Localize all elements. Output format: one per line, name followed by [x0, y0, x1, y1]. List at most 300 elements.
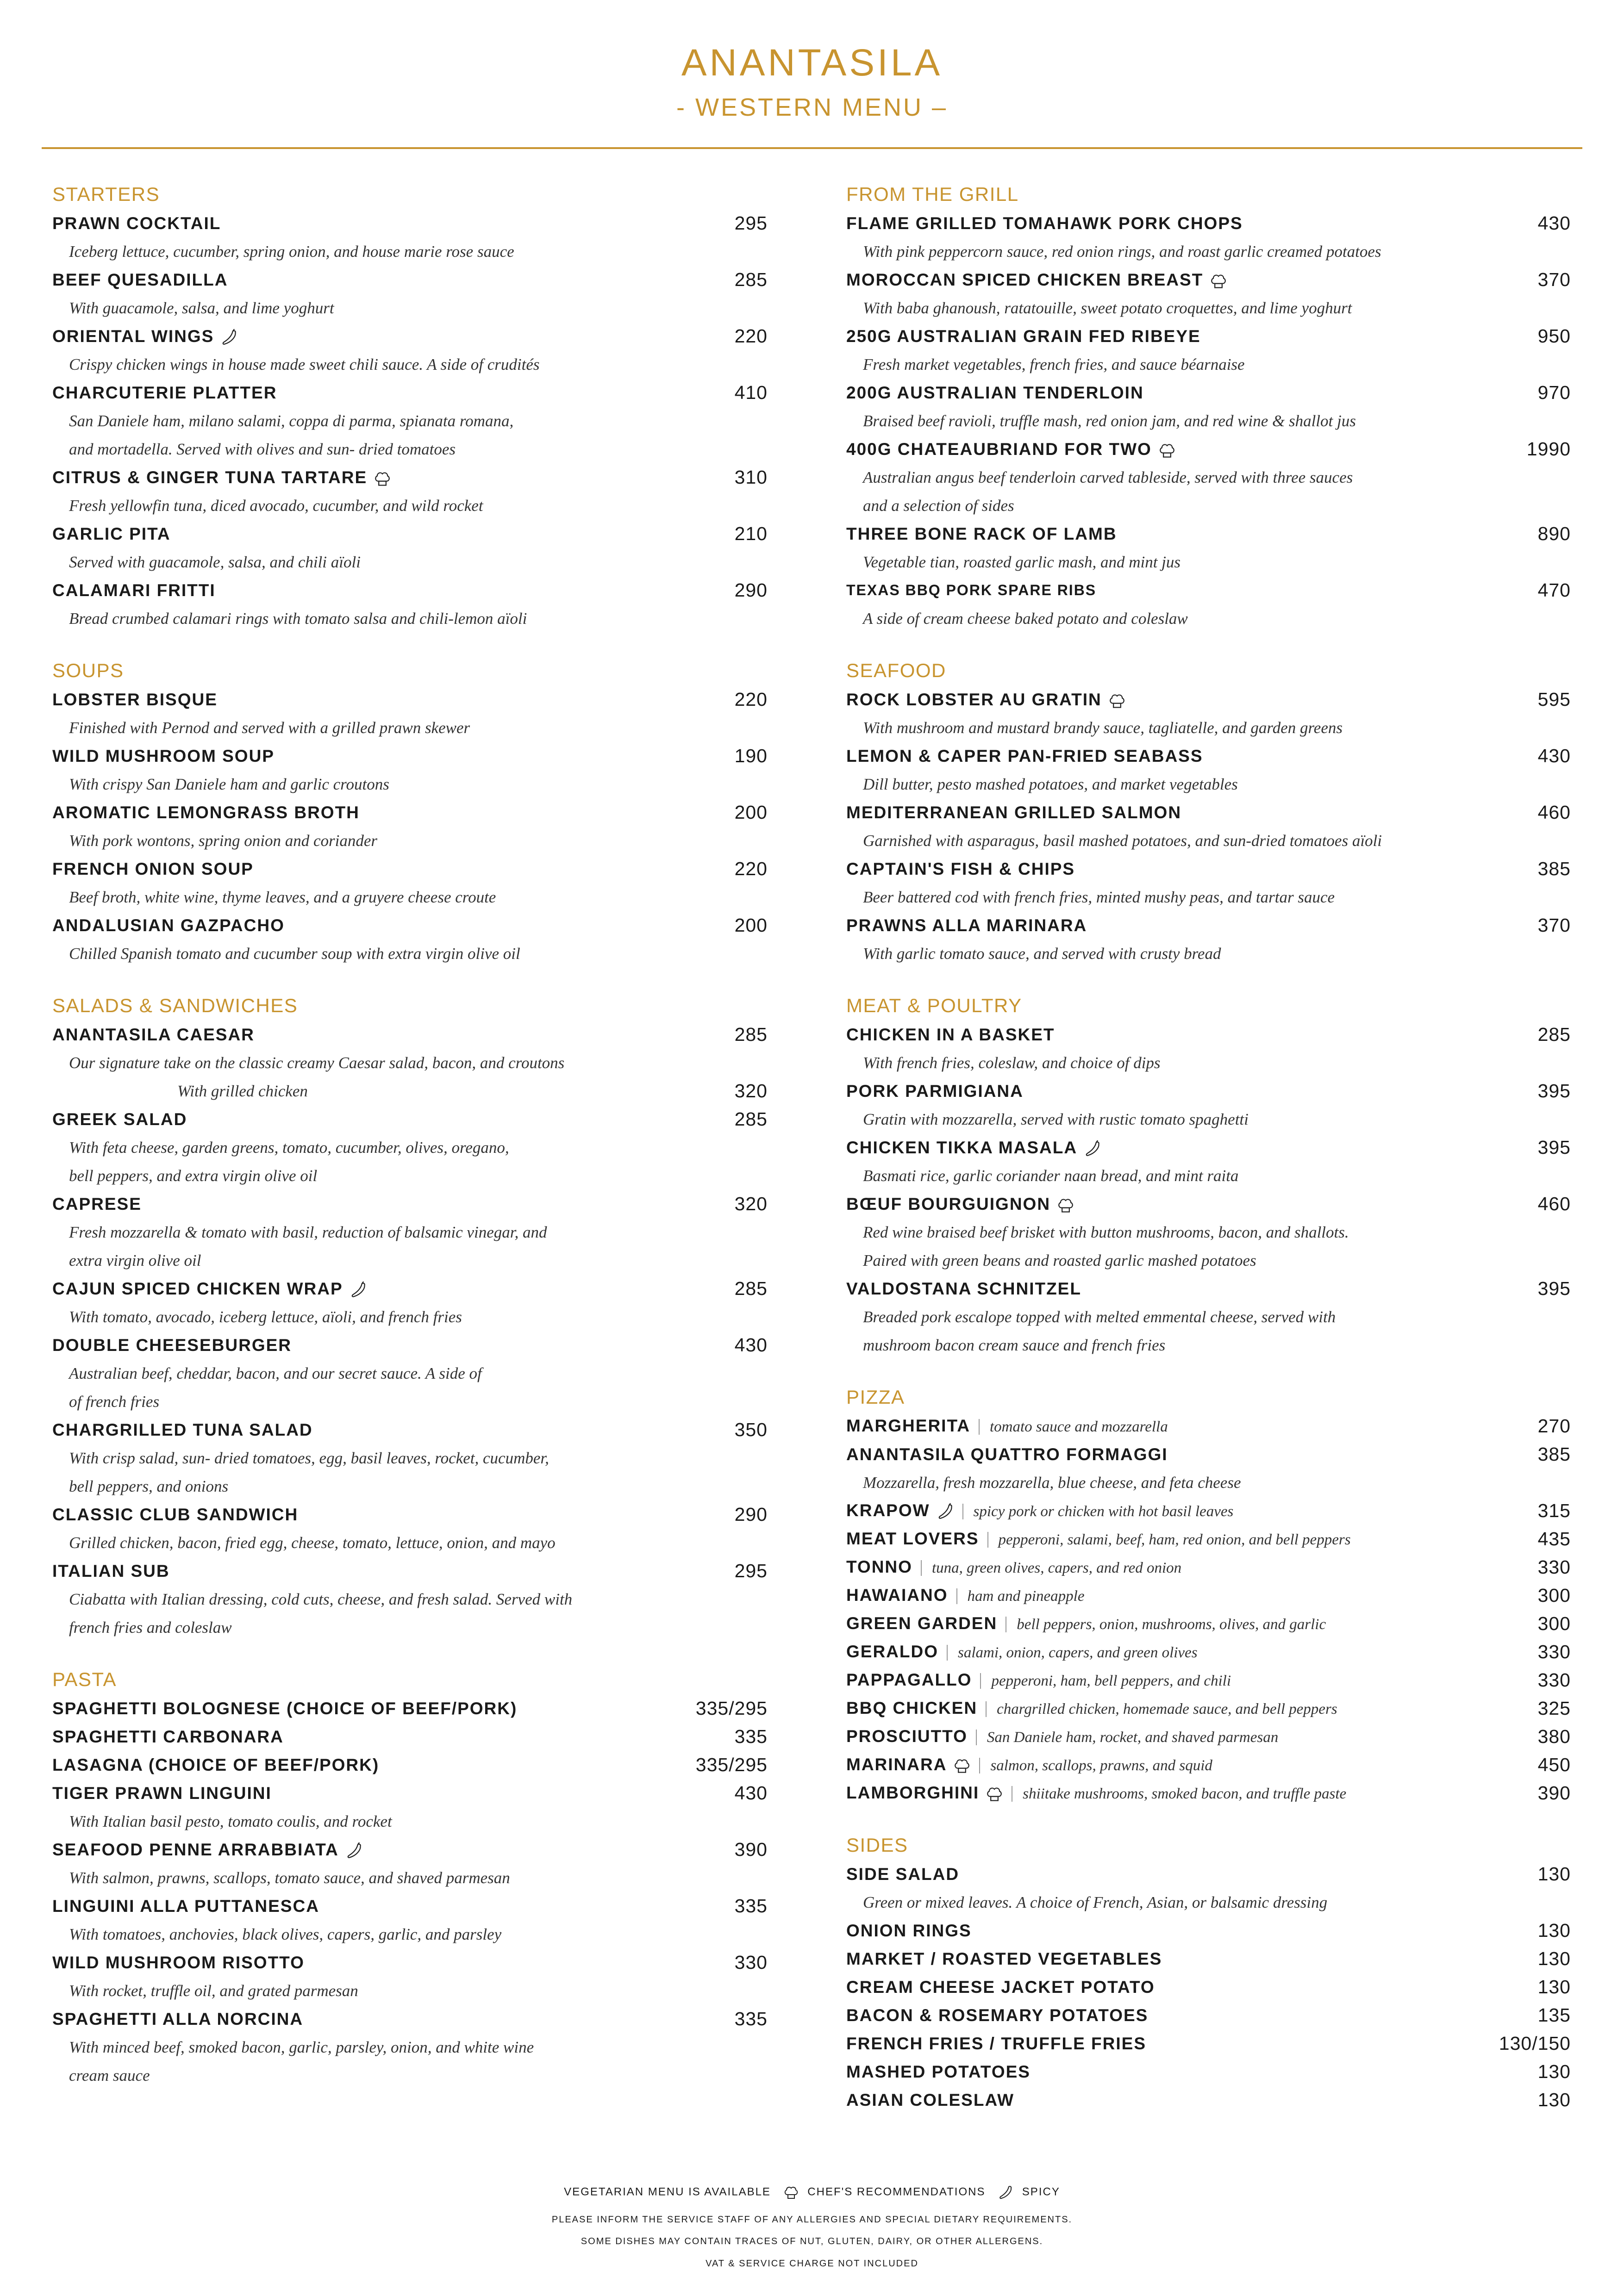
brand-title: ANANTASILA [681, 42, 943, 84]
menu-item [52, 1723, 768, 1751]
item-name-group [846, 1440, 1168, 1468]
item-row [52, 520, 768, 548]
menu-item [52, 1836, 768, 1892]
menu-item [52, 1892, 768, 1948]
item-description: cream sauce [69, 2066, 150, 2084]
item-name: ROCK LOBSTER AU GRATIN [846, 690, 1102, 709]
chili-icon [937, 1503, 954, 1520]
item-row [52, 576, 768, 604]
item-name-group [846, 2029, 1146, 2058]
item-name: FLAME GRILLED TOMAHAWK PORK CHOPS [846, 214, 1243, 233]
item-description: With minced beef, smoked bacon, garlic, parsley, onion, and white wine [69, 2038, 534, 2056]
menu-item [52, 1105, 768, 1190]
item-row [52, 1836, 768, 1864]
item-row [52, 855, 768, 883]
item-name-group [846, 1609, 1326, 1639]
icon-legend [0, 2184, 1624, 2200]
section-seafood [846, 656, 1571, 968]
menu-item [52, 322, 768, 379]
item-name-group [52, 576, 216, 604]
menu-item [846, 1077, 1571, 1133]
item-price: 190 [734, 745, 768, 766]
menu-item [52, 576, 768, 633]
item-price: 210 [734, 523, 768, 544]
menu-item [846, 1666, 1571, 1694]
item-name: CHICKEN TIKKA MASALA [846, 1138, 1078, 1157]
item-name: ANANTASILA QUATTRO FORMAGGI [846, 1445, 1168, 1464]
item-name: 400G CHATEAUBRIAND FOR TWO [846, 440, 1152, 459]
item-name-group [846, 1553, 1181, 1582]
item-name-group [846, 379, 1144, 407]
item-name-group [846, 798, 1181, 827]
item-price: 130 [1537, 1920, 1571, 1941]
item-description: Our signature take on the classic creamy Caesar salad, bacon, and croutons [69, 1054, 565, 1072]
item-name: FRENCH ONION SOUP [52, 859, 254, 878]
item-price: 330 [1537, 1669, 1571, 1691]
item-row [52, 1892, 768, 1920]
item-row [846, 1525, 1571, 1553]
item-name-group [846, 1133, 1101, 1162]
menu-item [52, 1557, 768, 1642]
separator [986, 1701, 987, 1717]
item-price: 380 [1537, 1726, 1571, 1747]
menu-item [846, 1497, 1571, 1525]
item-price: 220 [734, 858, 768, 879]
item-price: 430 [734, 1782, 768, 1804]
item-name: LOBSTER BISQUE [52, 690, 218, 709]
menu-item [846, 1020, 1571, 1077]
menu-item [52, 1500, 768, 1557]
item-description: Paired with green beans and roasted garlic mashed potatoes [863, 1251, 1256, 1269]
item-price: 270 [1537, 1415, 1571, 1437]
item-name: PRAWNS ALLA MARINARA [846, 916, 1087, 935]
chili-icon [350, 1281, 367, 1299]
item-price: 395 [1537, 1137, 1571, 1158]
item-description: With tomato, avocado, iceberg lettuce, aïoli, and french fries [69, 1308, 462, 1326]
item-price: 320 [734, 1193, 768, 1214]
item-name: SEAFOOD PENNE ARRABBIATA [52, 1840, 339, 1859]
separator [987, 1532, 988, 1548]
item-name-group [52, 379, 277, 407]
item-price: 295 [734, 212, 768, 234]
item-price: 130 [1537, 1863, 1571, 1885]
menu-item [52, 798, 768, 855]
item-description: french fries and coleslaw [69, 1618, 232, 1636]
item-description: Breaded pork escalope topped with melted emmental cheese, served with [863, 1308, 1336, 1326]
item-row [846, 742, 1571, 770]
item-name-group [52, 1500, 298, 1529]
item-price: 1990 [1526, 438, 1571, 460]
item-price: 220 [734, 325, 768, 347]
item-row [52, 1751, 768, 1779]
menu-item [52, 1948, 768, 2005]
legend-spicy: SPICY [1022, 2185, 1060, 2198]
item-price: 295 [734, 1560, 768, 1581]
item-price: 385 [1537, 858, 1571, 879]
chili-icon [345, 1842, 363, 1860]
item-row [52, 1105, 768, 1133]
item-description: extra virgin olive oil [69, 1251, 201, 1269]
item-description: Red wine braised beef brisket with button mushrooms, bacon, and shallots. [863, 1223, 1349, 1241]
item-description: With french fries, coleslaw, and choice of dips [863, 1054, 1161, 1072]
item-price: 200 [734, 802, 768, 823]
item-description: Vegetable tian, roasted garlic mash, and mint jus [863, 553, 1181, 571]
menu-item [846, 1553, 1571, 1581]
menu-item [846, 322, 1571, 379]
item-description: Chilled Spanish tomato and cucumber soup with extra virgin olive oil [69, 945, 520, 963]
item-row [52, 463, 768, 492]
item-name-group [846, 1077, 1024, 1105]
item-row [846, 1916, 1571, 1945]
item-name: HAWAIANO [846, 1585, 948, 1605]
item-price: 130 [1537, 1948, 1571, 1969]
item-description: of french fries [69, 1393, 160, 1411]
item-description: Basmati rice, garlic coriander naan bread, and mint raita [863, 1167, 1239, 1185]
item-row [52, 1020, 768, 1049]
section-meat-poultry [846, 991, 1571, 1359]
item-price: 285 [734, 1108, 768, 1130]
item-description: San Daniele ham, milano salami, coppa di parma, spianata romana, [69, 412, 514, 430]
item-description: Fresh market vegetables, french fries, and sauce béarnaise [863, 355, 1245, 373]
chili-icon [1084, 1140, 1101, 1157]
item-name-group [52, 1694, 517, 1723]
item-name-group [52, 742, 275, 770]
chef-hat-icon [953, 1757, 971, 1774]
item-name-group [846, 1779, 1346, 1808]
item-name-group [846, 520, 1117, 548]
item-row [846, 1077, 1571, 1105]
chef-hat-icon [374, 470, 391, 487]
item-description: Mozzarella, fresh mozzarella, blue cheese, and feta cheese [863, 1474, 1241, 1492]
item-row [52, 266, 768, 294]
item-name: WILD MUSHROOM SOUP [52, 747, 275, 765]
item-price: 890 [1537, 523, 1571, 544]
item-price: 390 [1537, 1782, 1571, 1804]
item-inline-description: salmon, scallops, prawns, and squid [990, 1757, 1212, 1774]
item-name: MOROCCAN SPICED CHICKEN BREAST [846, 270, 1204, 289]
section-title: PASTA [52, 1668, 117, 1690]
item-description: With salmon, prawns, scallops, tomato sauce, and shaved parmesan [69, 1869, 510, 1887]
menu-item [846, 1190, 1571, 1275]
chef-hat-icon [1210, 272, 1227, 290]
item-name-group [846, 1412, 1168, 1441]
item-description: and mortadella. Served with olives and sun- dried tomatoes [69, 440, 456, 458]
menu-item [52, 1275, 768, 1331]
item-price: 330 [734, 1952, 768, 1973]
menu-item [846, 1916, 1571, 1945]
item-name-group [846, 2058, 1031, 2086]
item-description: Dill butter, pesto mashed potatoes, and market vegetables [863, 775, 1238, 793]
item-name: GERALDO [846, 1642, 938, 1661]
item-name-group [52, 798, 360, 827]
vat-note: VAT & SERVICE CHARGE NOT INCLUDED [706, 2259, 918, 2269]
item-name: GREEK SALAD [52, 1110, 187, 1129]
menu-item [846, 1638, 1571, 1666]
item-name: 200G AUSTRALIAN TENDERLOIN [846, 383, 1144, 402]
menu-item [846, 209, 1571, 266]
item-price: 220 [734, 689, 768, 710]
item-name-group [846, 1666, 1231, 1695]
item-row [846, 379, 1571, 407]
item-name-group [52, 2005, 303, 2033]
item-name-group [52, 1557, 170, 1585]
item-name-group [846, 209, 1243, 237]
section-title: SALADS & SANDWICHES [52, 995, 298, 1016]
item-name-group [846, 2001, 1148, 2029]
item-row [846, 2029, 1571, 2058]
menu-item [52, 685, 768, 742]
item-name-group [52, 1723, 284, 1751]
item-description: With Italian basil pesto, tomato coulis, and rocket [69, 1812, 392, 1830]
item-name-group [846, 1750, 1212, 1780]
item-name-group [846, 266, 1227, 294]
chili-icon [220, 329, 238, 346]
item-price: 430 [1537, 745, 1571, 766]
item-price: 410 [734, 382, 768, 403]
item-price: 135 [1537, 2004, 1571, 2026]
item-row [846, 911, 1571, 940]
item-row [52, 1557, 768, 1585]
item-name-group [52, 520, 171, 548]
item-name: WILD MUSHROOM RISOTTO [52, 1953, 305, 1972]
item-row [846, 685, 1571, 714]
item-row [846, 576, 1571, 604]
item-row [846, 435, 1571, 463]
menu-item [52, 1779, 768, 1836]
item-name-group [52, 209, 221, 237]
item-name: PRAWN COCKTAIL [52, 214, 221, 233]
item-row [846, 1497, 1571, 1525]
item-description: With garlic tomato sauce, and served with crusty bread [863, 945, 1221, 963]
item-name: SPAGHETTI BOLOGNESE (CHOICE OF BEEF/PORK) [52, 1699, 518, 1718]
chef-hat-icon [1158, 442, 1176, 459]
item-price: 130 [1537, 2089, 1571, 2110]
menu-item [846, 685, 1571, 742]
item-name: ORIENTAL WINGS [52, 327, 214, 346]
menu-item [52, 1694, 768, 1723]
menu-item [846, 1275, 1571, 1359]
menu-item [846, 435, 1571, 520]
item-row [846, 1945, 1571, 1973]
item-price: 460 [1537, 802, 1571, 823]
menu-item [52, 463, 768, 520]
item-row [846, 1190, 1571, 1218]
legend-vegetarian: VEGETARIAN MENU IS AVAILABLE [564, 2185, 771, 2198]
item-price: 395 [1537, 1080, 1571, 1101]
separator [979, 1758, 980, 1773]
section-sides [846, 1830, 1571, 2114]
menu-item [52, 742, 768, 798]
menu-item [52, 2005, 768, 2090]
item-row [52, 1948, 768, 1977]
item-option-label: With grilled chicken [177, 1082, 308, 1100]
item-row [846, 1581, 1571, 1610]
item-name-group [52, 1275, 367, 1303]
allergen-note: SOME DISHES MAY CONTAIN TRACES OF NUT, GLUTEN, DAIRY, OR OTHER ALLERGENS. [581, 2236, 1043, 2246]
item-row [846, 1860, 1571, 1888]
item-name-group [846, 1581, 1084, 1611]
item-price: 130/150 [1499, 2033, 1571, 2054]
item-row [846, 1694, 1571, 1723]
item-option-price: 320 [734, 1080, 768, 1101]
section-pasta [52, 1665, 768, 2090]
item-description: Grilled chicken, bacon, fried egg, cheese, tomato, lettuce, onion, and mayo [69, 1534, 556, 1552]
menu-item [846, 576, 1571, 633]
item-price: 285 [734, 269, 768, 290]
item-name: BBQ CHICKEN [846, 1698, 978, 1717]
item-name: BŒUF BOURGUIGNON [846, 1195, 1051, 1213]
legend-chef: CHEF'S RECOMMENDATIONS [807, 2185, 986, 2198]
chef-hat-icon [783, 2184, 799, 2200]
item-row [52, 1275, 768, 1303]
item-description: Bread crumbed calamari rings with tomato salsa and chili-lemon aïoli [69, 610, 527, 628]
item-name-group [52, 322, 238, 350]
item-name: CHARGRILLED TUNA SALAD [52, 1420, 313, 1439]
item-price: 300 [1537, 1585, 1571, 1606]
item-price: 460 [1537, 1193, 1571, 1214]
item-description: Australian beef, cheddar, bacon, and our secret sauce. A side of [69, 1364, 482, 1382]
menu-item [52, 1331, 768, 1416]
item-inline-description: tomato sauce and mozzarella [990, 1418, 1168, 1435]
item-row [52, 1723, 768, 1751]
menu-item [52, 379, 768, 463]
item-price: 595 [1537, 689, 1571, 710]
item-name: ASIAN COLESLAW [846, 2091, 1015, 2109]
menu-item [846, 1945, 1571, 1973]
item-name: 250G AUSTRALIAN GRAIN FED RIBEYE [846, 327, 1201, 346]
item-price: 300 [1537, 1613, 1571, 1634]
item-price: 285 [1537, 1024, 1571, 1045]
item-name: ANDALUSIAN GAZPACHO [52, 916, 285, 935]
menu-item [52, 1416, 768, 1500]
item-name: ITALIAN SUB [52, 1562, 170, 1580]
item-description: Served with guacamole, salsa, and chili aïoli [69, 553, 361, 571]
item-inline-description: San Daniele ham, rocket, and shaved parmesan [987, 1729, 1279, 1746]
item-description: With rocket, truffle oil, and grated parmesan [69, 1982, 358, 2000]
item-description: Garnished with asparagus, basil mashed potatoes, and sun-dried tomatoes aïoli [863, 832, 1382, 850]
item-description: bell peppers, and extra virgin olive oil [69, 1167, 318, 1185]
item-price: 285 [734, 1024, 768, 1045]
item-description: Beer battered cod with french fries, minted mushy peas, and tartar sauce [863, 888, 1335, 906]
item-name: LAMBORGHINI [846, 1783, 980, 1802]
item-description: With tomatoes, anchovies, black olives, capers, garlic, and parsley [69, 1925, 502, 1943]
item-name-group [846, 1190, 1074, 1218]
item-name: AROMATIC LEMONGRASS BROTH [52, 803, 360, 822]
item-inline-description: bell peppers, onion, mushrooms, olives, and garlic [1017, 1616, 1326, 1633]
section-title: FROM THE GRILL [846, 183, 1019, 205]
menu-item [846, 2029, 1571, 2058]
item-name: ONION RINGS [846, 1921, 972, 1940]
menu-item [846, 1581, 1571, 1610]
item-name-group [846, 1973, 1155, 2001]
item-name-group [846, 911, 1087, 940]
item-row [846, 1553, 1571, 1581]
item-price: 330 [1537, 1556, 1571, 1578]
item-row [846, 1133, 1571, 1162]
item-name-group [846, 2086, 1014, 2114]
allergy-note: PLEASE INFORM THE SERVICE STAFF OF ANY ALLERGIES AND SPECIAL DIETARY REQUIREMENTS. [551, 2215, 1073, 2225]
item-name-group [846, 1524, 1351, 1554]
item-row [846, 1638, 1571, 1666]
menu-item [846, 742, 1571, 798]
item-name-group [846, 435, 1176, 463]
item-name-group [846, 1860, 959, 1888]
item-price: 200 [734, 915, 768, 936]
item-name: GARLIC PITA [52, 524, 171, 543]
menu-item [846, 1610, 1571, 1638]
item-row [846, 1610, 1571, 1638]
menu-item [846, 2001, 1571, 2029]
item-price: 370 [1537, 915, 1571, 936]
menu-item [52, 209, 768, 266]
item-price: 395 [1537, 1278, 1571, 1299]
item-row [846, 855, 1571, 883]
item-description: and a selection of sides [863, 497, 1014, 515]
item-name-group [846, 1637, 1198, 1667]
item-row [846, 266, 1571, 294]
item-name-group [52, 1948, 305, 1977]
menu-item [846, 1133, 1571, 1190]
menu-item [846, 1751, 1571, 1779]
item-name: DOUBLE CHEESEBURGER [52, 1336, 292, 1355]
item-description: A side of cream cheese baked potato and coleslaw [863, 610, 1188, 628]
item-name: CREAM CHEESE JACKET POTATO [846, 1978, 1155, 1997]
item-name: THREE BONE RACK OF LAMB [846, 524, 1117, 543]
item-price: 285 [734, 1278, 768, 1299]
item-price: 330 [1537, 1641, 1571, 1662]
menu-item [846, 1860, 1571, 1916]
separator [956, 1588, 957, 1604]
menu-item [52, 266, 768, 322]
item-name-group [52, 685, 218, 714]
item-description: Finished with Pernod and served with a grilled prawn skewer [69, 719, 470, 737]
item-name: CITRUS & GINGER TUNA TARTARE [52, 468, 368, 487]
item-row [52, 1694, 768, 1723]
item-description: With guacamole, salsa, and lime yoghurt [69, 299, 334, 317]
menu-item [52, 1751, 768, 1779]
item-name-group [846, 855, 1075, 883]
item-name-group [52, 463, 391, 492]
item-description: bell peppers, and onions [69, 1477, 229, 1495]
item-name-group [846, 685, 1126, 714]
item-description: Ciabatta with Italian dressing, cold cuts, cheese, and fresh salad. Served with [69, 1590, 573, 1608]
item-name-group [846, 1275, 1081, 1303]
item-name-group [846, 1496, 1233, 1526]
item-name-group [52, 1416, 313, 1444]
item-price: 430 [1537, 212, 1571, 234]
item-description: Fresh yellowfin tuna, diced avocado, cucumber, and wild rocket [69, 497, 483, 515]
menu-item [52, 1190, 768, 1275]
item-name-group [52, 1331, 292, 1359]
section-title: MEAT & POULTRY [846, 995, 1022, 1016]
item-price: 950 [1537, 325, 1571, 347]
item-price: 970 [1537, 382, 1571, 403]
item-description: Crispy chicken wings in house made sweet chili sauce. A side of crudités [69, 355, 540, 373]
item-name: CALAMARI FRITTI [52, 581, 216, 600]
item-row [52, 209, 768, 237]
item-name: PAPPAGALLO [846, 1670, 972, 1689]
section-soups [52, 656, 768, 968]
item-name: CHARCUTERIE PLATTER [52, 383, 277, 402]
item-name-group [52, 1836, 363, 1864]
item-name: VALDOSTANA SCHNITZEL [846, 1279, 1081, 1298]
item-name-group [846, 576, 1096, 604]
item-description: With crisp salad, sun- dried tomatoes, egg, basil leaves, rocket, cucumber, [69, 1449, 549, 1467]
item-description: Fresh mozzarella & tomato with basil, reduction of balsamic vinegar, and [69, 1223, 547, 1241]
item-row [52, 1190, 768, 1218]
item-inline-description: ham and pineapple [967, 1587, 1085, 1605]
item-price: 315 [1537, 1500, 1571, 1521]
